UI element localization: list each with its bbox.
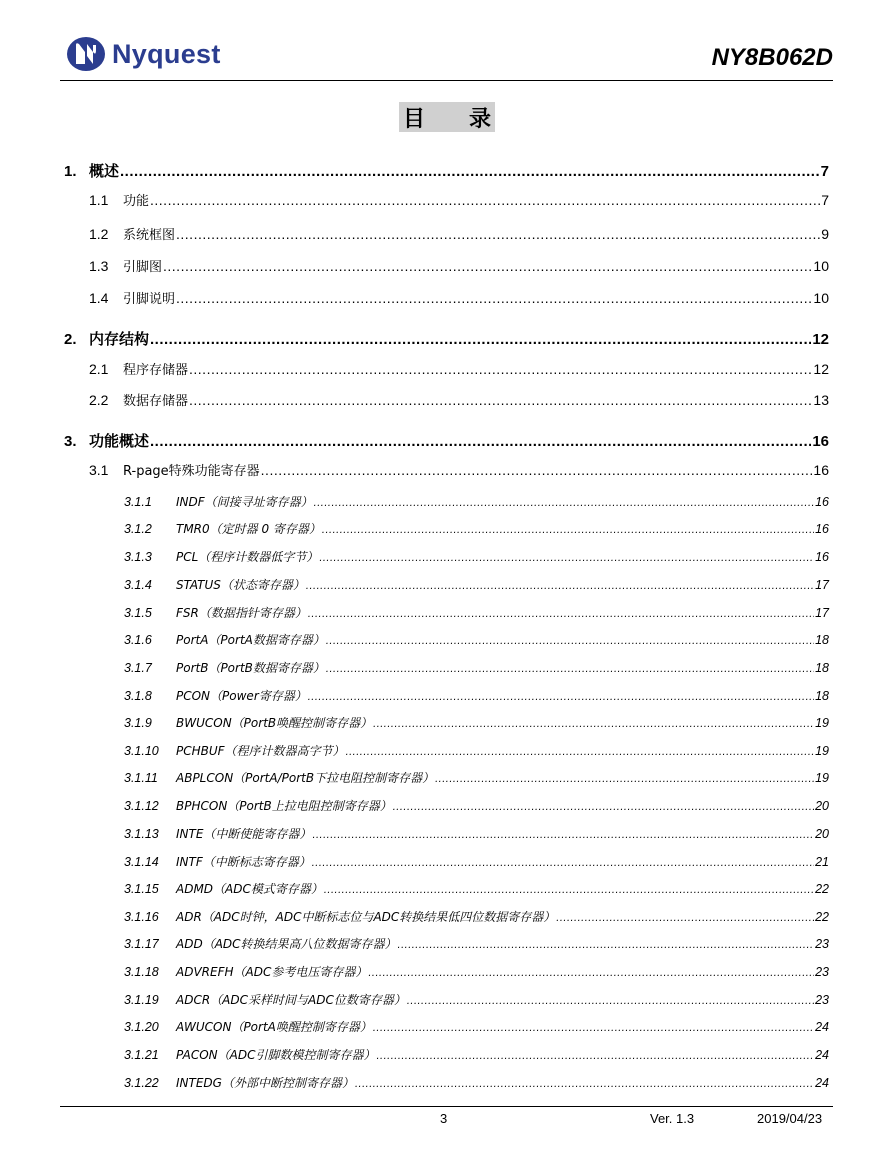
toc-entry-page: 16 (812, 433, 829, 450)
toc-entry[interactable] (124, 659, 829, 676)
toc-entry-title: R-page特殊功能寄存器 (123, 464, 260, 479)
footer-page-number: 3 (440, 1111, 448, 1126)
toc-leader-dots (312, 829, 814, 841)
toc-entry-title: 概述 (89, 162, 120, 180)
toc-entry[interactable] (89, 224, 829, 243)
brand-name: Nyquest (112, 38, 221, 69)
toc-entry-number: 3.1.9 (124, 716, 152, 730)
toc-leader-dots (435, 773, 814, 785)
toc-entry-page: 16 (815, 550, 829, 564)
toc-title-left: 目 (403, 106, 426, 132)
toc-entry-title: ADMD（ADC模式寄存器） (176, 882, 323, 896)
toc-entry[interactable] (124, 825, 829, 842)
toc-entry-page: 18 (815, 633, 829, 647)
toc-entry-title: ADD（ADC转换结果高八位数据寄存器） (176, 937, 397, 951)
toc-entry-page: 7 (821, 192, 829, 208)
toc-entry-title: PCL（程序计数器低字节） (176, 550, 319, 564)
toc-leader-dots (314, 497, 814, 509)
toc-entry-title: INTEDG（外部中断控制寄存器） (176, 1076, 354, 1090)
toc-entry-page: 18 (815, 661, 829, 675)
toc-entry-number: 1.3 (89, 258, 109, 274)
toc-entry-title: 内存结构 (89, 330, 150, 348)
toc-title (399, 102, 495, 132)
toc-leader-dots (150, 331, 811, 348)
toc-entry-page: 23 (815, 965, 829, 979)
toc-leader-dots (355, 1078, 814, 1090)
header-divider (60, 80, 833, 81)
toc-entry[interactable] (64, 328, 829, 349)
toc-leader-dots (189, 392, 812, 408)
toc-entry-title: PortB（PortB数据寄存器） (176, 661, 325, 675)
toc-leader-dots (407, 995, 814, 1007)
toc-entry-number: 2. (64, 331, 77, 348)
toc-entry-page: 16 (815, 495, 829, 509)
toc-entry-title: 引脚说明 (123, 292, 176, 307)
toc-entry[interactable] (124, 797, 829, 814)
toc-entry[interactable] (124, 853, 829, 870)
toc-entry-title: 引脚图 (123, 260, 163, 275)
toc-entry-number: 3.1.5 (124, 606, 152, 620)
toc-entry-page: 16 (815, 522, 829, 536)
nyquest-logo-icon (66, 36, 106, 72)
toc-entry-title: AWUCON（PortA唤醒控制寄存器） (176, 1020, 372, 1034)
toc-entry-page: 13 (813, 392, 829, 408)
toc-entry-page: 20 (815, 799, 829, 813)
page-header (0, 0, 893, 90)
toc-entry-number: 2.1 (89, 361, 109, 377)
toc-entry-number: 3.1.8 (124, 689, 152, 703)
toc-entry[interactable] (124, 631, 829, 648)
toc-entry-number: 3.1.6 (124, 633, 152, 647)
toc-entry-page: 24 (815, 1076, 829, 1090)
toc-entry[interactable] (89, 460, 829, 479)
toc-entry-number: 3.1.14 (124, 855, 159, 869)
footer-divider (60, 1106, 833, 1107)
toc-entry-title: PCON（Power寄存器） (176, 689, 307, 703)
toc-entry[interactable] (124, 935, 829, 952)
toc-leader-dots (319, 552, 814, 564)
toc-entry[interactable] (124, 963, 829, 980)
toc-entry-title: INTF（中断标志寄存器） (176, 855, 311, 869)
toc-entry-number: 3.1.18 (124, 965, 159, 979)
toc-entry-number: 3. (64, 433, 77, 450)
toc-leader-dots (324, 884, 814, 896)
toc-entry-number: 3.1.13 (124, 827, 159, 841)
toc-entry-title: PCHBUF（程序计数器高字节） (176, 744, 345, 758)
toc-entry-title: PortA（PortA数据寄存器） (176, 633, 325, 647)
toc-entry-number: 3.1.1 (124, 495, 152, 509)
toc-entry-title: INDF（间接寻址寄存器） (176, 495, 313, 509)
toc-entry-page: 19 (815, 716, 829, 730)
toc-entry[interactable] (124, 1018, 829, 1035)
toc-entry-number: 3.1.12 (124, 799, 159, 813)
toc-entry-page: 19 (815, 771, 829, 785)
toc-entry-page: 9 (821, 226, 829, 242)
toc-entry-title: 数据存储器 (123, 394, 189, 409)
brand-logo (66, 36, 221, 72)
toc-entry[interactable] (124, 769, 829, 786)
toc-entry[interactable] (89, 288, 829, 307)
toc-entry-number: 3.1.11 (124, 771, 158, 785)
toc-entry-page: 12 (813, 361, 829, 377)
footer-date: 2019/04/23 (757, 1111, 823, 1126)
toc-entry[interactable] (124, 687, 829, 704)
toc-entry[interactable] (89, 256, 829, 275)
toc-leader-dots (556, 912, 814, 924)
toc-title-right: 录 (468, 106, 491, 132)
toc-leader-dots (346, 746, 815, 758)
toc-entry-number: 3.1.2 (124, 522, 152, 536)
toc-entry-number: 3.1.4 (124, 578, 152, 592)
toc-entry-number: 3.1.20 (124, 1020, 159, 1034)
toc-entry-title: ADCR（ADC采样时间与ADC位数寄存器） (176, 993, 406, 1007)
toc-leader-dots (326, 635, 814, 647)
toc-entry-title: TMR0（定时器 0 寄存器） (176, 522, 321, 536)
toc-entry[interactable] (124, 493, 829, 510)
toc-entry[interactable] (124, 991, 829, 1008)
toc-entry-page: 22 (815, 910, 829, 924)
toc-entry-page: 21 (815, 855, 829, 869)
toc-entry-title: BPHCON（PortB上拉电阻控制寄存器） (176, 799, 392, 813)
toc-entry-title: INTE（中断使能寄存器） (176, 827, 312, 841)
toc-entry-page: 10 (813, 258, 829, 274)
toc-leader-dots (368, 967, 814, 979)
toc-entry-page: 7 (820, 163, 829, 180)
toc-entry-title: 程序存储器 (123, 363, 189, 378)
toc-leader-dots (150, 433, 811, 450)
toc-entry-title: ABPLCON（PortA/PortB下拉电阻控制寄存器） (176, 771, 435, 785)
toc-entry-title: 系统框图 (123, 228, 176, 243)
toc-leader-dots (398, 939, 815, 951)
toc-entry-page: 19 (815, 744, 829, 758)
toc-entry-number: 3.1.19 (124, 993, 159, 1007)
toc-entry-number: 3.1.22 (124, 1076, 159, 1090)
toc-entry-page: 12 (812, 331, 829, 348)
toc-leader-dots (393, 801, 814, 813)
toc-leader-dots (176, 226, 820, 242)
toc-entry-number: 3.1.10 (124, 744, 159, 758)
toc-leader-dots (261, 462, 813, 478)
toc-entry-title: ADR（ADC时钟，ADC中断标志位与ADC转换结果低四位数据寄存器） (176, 910, 556, 924)
toc-entry-page: 16 (813, 462, 829, 478)
toc-entry-title: STATUS（状态寄存器） (176, 578, 305, 592)
toc-entry[interactable] (124, 1074, 829, 1091)
toc-entry-page: 22 (815, 882, 829, 896)
toc-entry[interactable] (124, 714, 829, 731)
toc-entry-title: ADVREFH（ADC参考电压寄存器） (176, 965, 368, 979)
toc-entry-title: FSR（数据指针寄存器） (176, 606, 307, 620)
footer-version: Ver. 1.3 (650, 1111, 695, 1126)
toc-leader-dots (306, 580, 814, 592)
toc-entry-number: 1.2 (89, 226, 109, 242)
toc-entry-number: 1.1 (89, 192, 109, 208)
toc-leader-dots (308, 691, 814, 703)
toc-entry-page: 24 (815, 1048, 829, 1062)
toc-leader-dots (120, 163, 820, 180)
toc-entry[interactable] (124, 576, 829, 593)
toc-leader-dots (373, 1022, 814, 1034)
toc-entry-title: 功能概述 (89, 432, 150, 450)
toc-entry-page: 23 (815, 993, 829, 1007)
toc-entry[interactable] (89, 190, 829, 209)
toc-entry[interactable] (89, 359, 829, 378)
toc-entry[interactable] (124, 1046, 829, 1063)
toc-entry[interactable] (124, 908, 829, 925)
toc-entry[interactable] (64, 160, 829, 181)
toc-leader-dots (189, 361, 812, 377)
toc-leader-dots (322, 524, 814, 536)
toc-entry-page: 20 (815, 827, 829, 841)
toc-entry-number: 1.4 (89, 290, 109, 306)
toc-leader-dots (163, 258, 812, 274)
toc-entry[interactable] (64, 430, 829, 451)
toc-entry-page: 10 (813, 290, 829, 306)
toc-entry-page: 17 (815, 606, 829, 620)
toc-entry-page: 24 (815, 1020, 829, 1034)
toc-leader-dots (176, 290, 812, 306)
toc-entry-number: 3.1.7 (124, 661, 152, 675)
document-id: NY8B062D (711, 44, 833, 71)
toc-entry[interactable] (124, 604, 829, 621)
toc-entry-title: 功能 (123, 194, 150, 209)
toc-entry-page: 23 (815, 937, 829, 951)
toc-entry-number: 3.1.16 (124, 910, 159, 924)
toc-leader-dots (312, 857, 814, 869)
toc-leader-dots (373, 718, 814, 730)
toc-entry-title: BWUCON（PortB唤醒控制寄存器） (176, 716, 373, 730)
toc-leader-dots (150, 192, 820, 208)
toc-entry-number: 3.1.17 (124, 937, 159, 951)
toc-entry[interactable] (89, 390, 829, 409)
toc-leader-dots (376, 1050, 814, 1062)
toc-entry[interactable] (124, 520, 829, 537)
toc-entry-title: PACON（ADC引脚数模控制寄存器） (176, 1048, 376, 1062)
toc-entry[interactable] (124, 880, 829, 897)
toc-leader-dots (326, 663, 814, 675)
toc-entry-number: 1. (64, 163, 77, 180)
toc-entry[interactable] (124, 742, 829, 759)
toc-entry-page: 18 (815, 689, 829, 703)
toc-entry-number: 3.1.21 (124, 1048, 159, 1062)
toc-entry-number: 3.1 (89, 462, 109, 478)
toc-entry-number: 3.1.3 (124, 550, 152, 564)
toc-entry-number: 2.2 (89, 392, 109, 408)
toc-entry-page: 17 (815, 578, 829, 592)
toc-entry[interactable] (124, 548, 829, 565)
toc-entry-number: 3.1.15 (124, 882, 159, 896)
toc-leader-dots (308, 608, 814, 620)
